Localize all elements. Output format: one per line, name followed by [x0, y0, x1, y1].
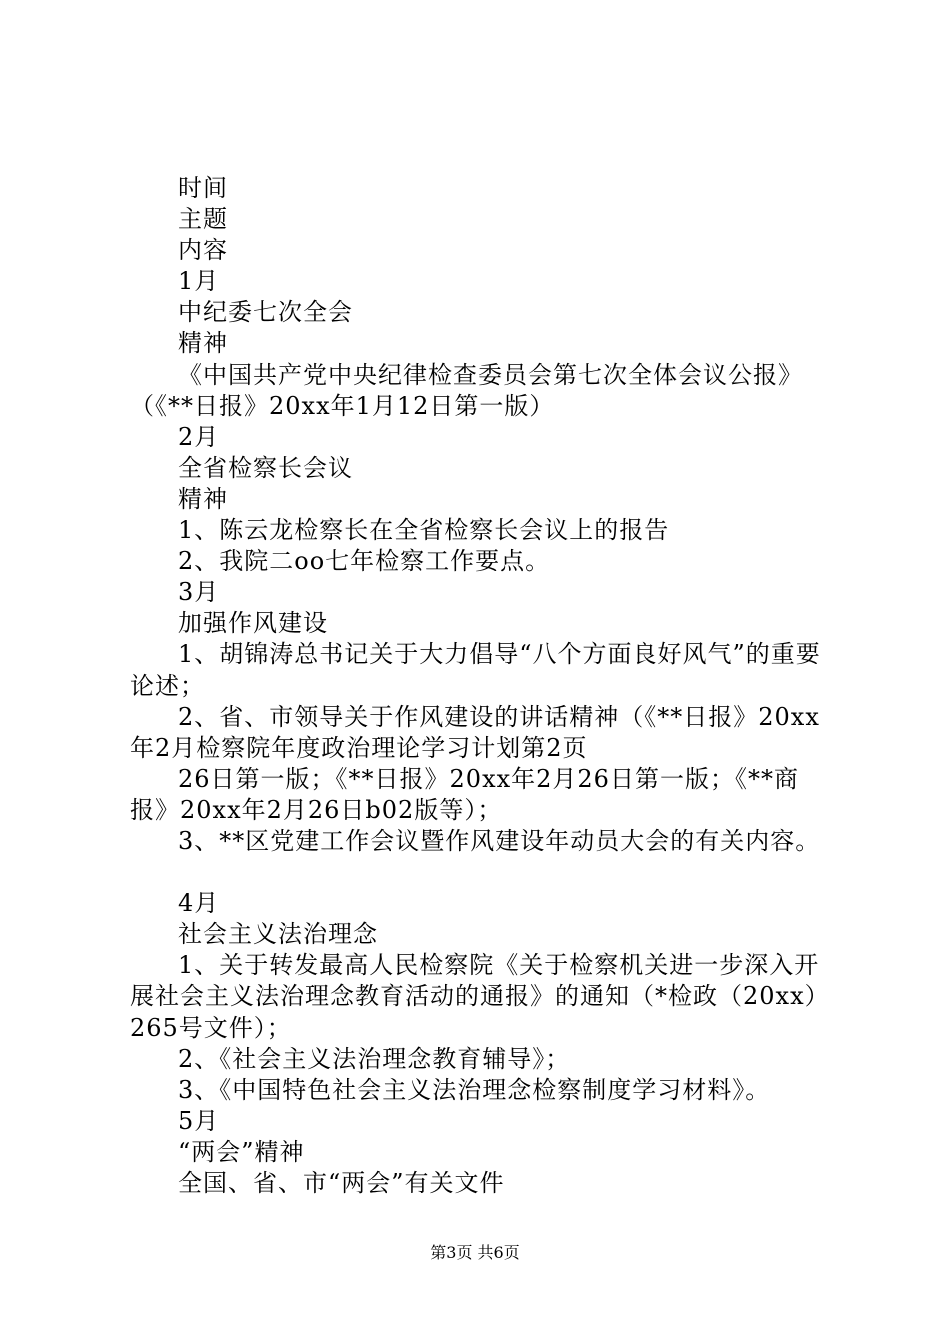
text-line: 全国、省、市“两会”有关文件	[178, 1169, 505, 1197]
document-body	[130, 173, 832, 1199]
text-line: 2、省、市领导关于作风建设的讲话精神（《**日报》20xx年2月检察院年度政治理论学习计划第2页	[130, 702, 820, 762]
blank-line	[130, 857, 832, 888]
page-footer: 第3页 共6页	[430, 1243, 520, 1262]
text-line: 2、《社会主义法治理念教育辅导》；	[178, 1044, 571, 1073]
text-line: 3、**区党建工作会议暨作风建设年动员大会的有关内容。	[178, 826, 821, 855]
text-line: （《**日报》20xx年1月12日第一版）	[130, 391, 555, 420]
text-line: 1、胡锦涛总书记关于大力倡导“八个方面良好风气”的重要论述；	[130, 640, 821, 700]
text-line: 精神	[178, 484, 228, 513]
text-line: 2、我院二oo七年检察工作要点。	[178, 547, 551, 576]
text-line: 主题	[178, 205, 228, 234]
text-line: 3、《中国特色社会主义法治理念检察制度学习材料》。	[178, 1075, 771, 1104]
text-line: 26日第一版；《**日报》20xx年2月26日第一版；《**商报》20xx年2月26日b02版等）；	[130, 764, 799, 824]
text-line: 全省检察长会议	[178, 453, 353, 482]
text-line: 精神	[178, 329, 228, 358]
text-line: 加强作风建设	[178, 609, 328, 638]
text-line: 3月	[178, 578, 220, 607]
text-line: 5月	[178, 1106, 220, 1135]
text-line: 时间	[178, 174, 228, 202]
text-line: “两会”精神	[178, 1137, 305, 1166]
text-line: 1、关于转发最高人民检察院《关于检察机关进一步深入开展社会主义法治理念教育活动的通报》的通知（*检政（20xx）265号文件）；	[130, 951, 830, 1042]
text-line: 中纪委七次全会	[178, 298, 353, 327]
text-line: 社会主义法治理念	[178, 920, 378, 949]
text-line: 1、陈云龙检察长在全省检察长会议上的报告	[178, 516, 670, 545]
text-line: 4月	[178, 889, 220, 918]
text-line: 内容	[178, 236, 228, 265]
text-line: 《中国共产党中央纪律检查委员会第七次全体会议公报》	[178, 360, 803, 389]
text-line: 1月	[178, 267, 220, 296]
text-line: 2月	[178, 422, 220, 451]
